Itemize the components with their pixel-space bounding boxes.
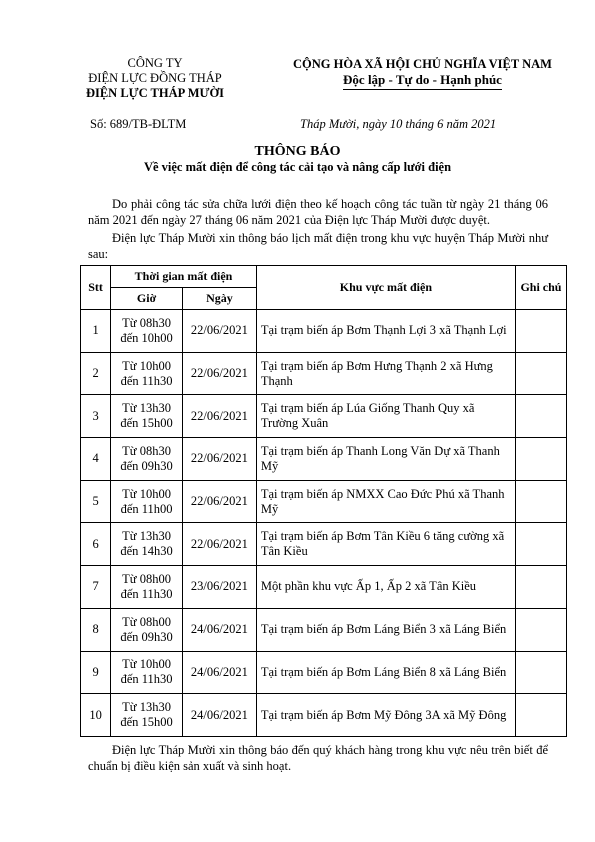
row-stt: 6 xyxy=(81,523,111,566)
row-time xyxy=(111,480,183,523)
closing-paragraph: Điện lực Tháp Mười xin thông báo đến quý khách hàng trong khu vực nêu trên biết để chuẩn bị điều kiện sản xuất và sinh hoạt. xyxy=(88,743,548,773)
row-time-start: Từ 08h00 xyxy=(122,614,171,629)
row-time-end: đến 11h30 xyxy=(120,586,173,601)
row-time-start: Từ 08h00 xyxy=(122,571,171,586)
row-date: 24/06/2021 xyxy=(182,651,256,694)
table-row xyxy=(81,523,567,566)
row-date: 22/06/2021 xyxy=(182,352,256,395)
row-time-end: đến 14h30 xyxy=(120,544,173,559)
row-area: Tại trạm biến áp Lúa Giống Thanh Quy xã Trường Xuân xyxy=(256,395,515,438)
intro-paragraph-1: Do phải công tác sửa chữa lưới điện theo kế hoạch công tác tuần từ ngày 21 tháng 06 năm 2021 đến ngày 27 tháng 06 năm 2021 của Điện lực Tháp Mười được duyệt. xyxy=(88,197,548,227)
row-time-end: đến 11h00 xyxy=(120,501,173,516)
row-note xyxy=(515,608,566,651)
table-row xyxy=(81,438,567,481)
row-area: Một phần khu vực Ấp 1, Ấp 2 xã Tân Kiều xyxy=(256,566,515,609)
header-stt: Stt xyxy=(81,266,111,310)
issuing-unit: ĐIỆN LỰC THÁP MƯỜI xyxy=(85,86,225,100)
parent-company: ĐIỆN LỰC ĐỒNG THÁP xyxy=(88,71,222,85)
header-gio: Giờ xyxy=(111,288,183,310)
row-time-start: Từ 08h30 xyxy=(122,315,171,330)
document-subtitle: Về việc mất điện để công tác cải tạo và nâng cấp lưới điện xyxy=(143,160,452,174)
row-area: Tại trạm biến áp Bơm Hưng Thạnh 2 xã Hưng Thạnh xyxy=(256,352,515,395)
intro-paragraph-2: Điện lực Tháp Mười xin thông báo lịch mất điện trong khu vực huyện Tháp Mười như sau: xyxy=(88,231,548,261)
issuer-block xyxy=(60,56,250,101)
row-time-start: Từ 10h00 xyxy=(122,657,171,672)
row-note xyxy=(515,395,566,438)
row-note xyxy=(515,651,566,694)
row-time xyxy=(111,651,183,694)
row-time-start: Từ 10h00 xyxy=(122,358,171,373)
header-note: Ghi chú xyxy=(515,266,566,310)
table-row xyxy=(81,310,567,353)
row-note xyxy=(515,694,566,737)
row-time xyxy=(111,395,183,438)
outage-schedule-table xyxy=(80,265,567,737)
row-time-end: đến 10h00 xyxy=(120,330,173,345)
row-time xyxy=(111,694,183,737)
row-area: Tại trạm biến áp Bơm Thạnh Lợi 3 xã Thạnh Lợi xyxy=(256,310,515,353)
row-date: 24/06/2021 xyxy=(182,694,256,737)
row-area: Tại trạm biến áp Bơm Láng Biển 8 xã Láng Biển xyxy=(256,651,515,694)
row-stt: 3 xyxy=(81,395,111,438)
row-time xyxy=(111,523,183,566)
document-date: Tháp Mười, ngày 10 tháng 6 năm 2021 xyxy=(300,117,497,131)
row-date: 22/06/2021 xyxy=(182,523,256,566)
row-time xyxy=(111,438,183,481)
row-time-start: Từ 08h30 xyxy=(122,443,171,458)
row-note xyxy=(515,310,566,353)
country-name: CỘNG HÒA XÃ HỘI CHỦ NGHĨA VIỆT NAM xyxy=(293,57,552,71)
row-note xyxy=(515,566,566,609)
row-time-end: đến 09h30 xyxy=(120,629,173,644)
table-row xyxy=(81,352,567,395)
row-time-end: đến 11h30 xyxy=(120,373,173,388)
motto: Độc lập - Tự do - Hạnh phúc xyxy=(343,72,502,90)
row-time xyxy=(111,566,183,609)
header-area: Khu vực mất điện xyxy=(256,266,515,310)
row-time-start: Từ 13h30 xyxy=(122,401,171,416)
table-row xyxy=(81,651,567,694)
row-time-end: đến 11h30 xyxy=(120,672,173,687)
row-date: 22/06/2021 xyxy=(182,480,256,523)
row-note xyxy=(515,480,566,523)
table-row xyxy=(81,395,567,438)
table-row xyxy=(81,480,567,523)
row-date: 22/06/2021 xyxy=(182,310,256,353)
row-note xyxy=(515,352,566,395)
row-area: Tại trạm biến áp Bơm Mỹ Đông 3A xã Mỹ Đông xyxy=(256,694,515,737)
row-note xyxy=(515,523,566,566)
row-area: Tại trạm biến áp Bơm Láng Biển 3 xã Láng Biển xyxy=(256,608,515,651)
table-row xyxy=(81,694,567,737)
row-time-end: đến 09h30 xyxy=(120,458,173,473)
row-stt: 5 xyxy=(81,480,111,523)
row-note xyxy=(515,438,566,481)
row-date: 23/06/2021 xyxy=(182,566,256,609)
row-time xyxy=(111,608,183,651)
row-stt: 4 xyxy=(81,438,111,481)
row-stt: 2 xyxy=(81,352,111,395)
row-date: 22/06/2021 xyxy=(182,395,256,438)
row-stt: 10 xyxy=(81,694,111,737)
table-row xyxy=(81,608,567,651)
company-name: CÔNG TY xyxy=(127,56,183,70)
row-area: Tại trạm biến áp NMXX Cao Đức Phú xã Thanh Mỹ xyxy=(256,480,515,523)
header-time-group: Thời gian mất điện xyxy=(111,266,257,288)
row-time-start: Từ 10h00 xyxy=(122,486,171,501)
row-stt: 8 xyxy=(81,608,111,651)
document-number: Số: 689/TB-ĐLTM xyxy=(90,117,187,131)
row-time xyxy=(111,310,183,353)
national-motto-block xyxy=(280,56,565,90)
row-stt: 7 xyxy=(81,566,111,609)
row-area: Tại trạm biến áp Thanh Long Văn Dự xã Thanh Mỹ xyxy=(256,438,515,481)
row-time xyxy=(111,352,183,395)
row-time-end: đến 15h00 xyxy=(120,715,173,730)
row-date: 22/06/2021 xyxy=(182,438,256,481)
row-time-start: Từ 13h30 xyxy=(122,700,171,715)
row-time-start: Từ 13h30 xyxy=(122,529,171,544)
row-time-end: đến 15h00 xyxy=(120,416,173,431)
row-stt: 9 xyxy=(81,651,111,694)
row-date: 24/06/2021 xyxy=(182,608,256,651)
table-row xyxy=(81,566,567,609)
header-ngay: Ngày xyxy=(182,288,256,310)
row-stt: 1 xyxy=(81,310,111,353)
row-area: Tại trạm biến áp Bơm Tân Kiều 6 tăng cường xã Tân Kiều xyxy=(256,523,515,566)
document-title: THÔNG BÁO xyxy=(254,144,341,159)
